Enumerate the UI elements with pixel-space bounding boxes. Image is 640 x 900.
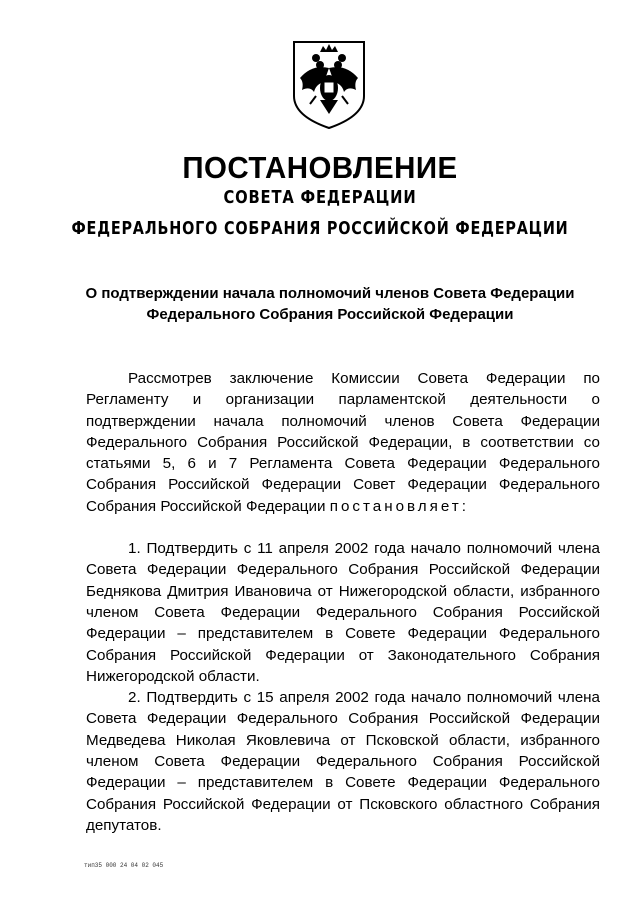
- document-subtitle-line1: СОВЕТА ФЕДЕРАЦИИ: [223, 187, 417, 208]
- subject-line2: Федерального Собрания Российской Федерации: [146, 306, 514, 323]
- document-body: [86, 368, 600, 836]
- preamble-paragraph: [86, 368, 600, 517]
- resolution-item-1: 1. Подтвердить с 11 апреля 2002 года начало полномочий члена Совета Федерации Федерального Собрания Российской Федерации Беднякова Дмитрия Ивановича от Нижегородской области, избранного членом Совета Федерации Федерального Собрания Российской Федерации – представителем в Совете Федерации Федерального Собрания Российской Федерации от Законодательного Собрания Нижегородской области.: [86, 540, 600, 685]
- document-title: ПОСТАНОВЛЕНИЕ: [182, 150, 458, 185]
- subject-line1: О подтверждении начала полномочий членов Совета Федерации: [85, 285, 575, 302]
- print-code: тип35 000 24 04 02 045: [84, 862, 164, 869]
- preamble-text: Рассмотрев заключение Комиссии Совета Федерации по Регламенту и организации парламентской деятельности о подтверждении начала полномочий членов Совета Федерации Федерального Собрания Российской Федерации, в соответствии со статьями 5, 6 и 7 Регламента Совета Федерации Федерального Собрания Российской Федерации Совет Федерации Федерального Собрания Российской Федерации: [86, 370, 600, 515]
- decree-word: постановляет:: [329, 497, 469, 515]
- resolution-item-2: 2. Подтвердить с 15 апреля 2002 года начало полномочий члена Совета Федерации Федерального Собрания Российской Федерации Медведева Николая Яковлевича от Псковской области, избранного членом Совета Федерации Федерального Собрания Российской Федерации – представителем в Совете Федерации Федерального Собрания Российской Федерации от Псковского областного Собрания депутатов.: [86, 689, 600, 834]
- coat-of-arms-icon: [290, 38, 368, 130]
- document-subject: [60, 283, 600, 325]
- document-subtitle-line2: ФЕДЕРАЛЬНОГО СОБРАНИЯ РОССИЙСКОЙ ФЕДЕРАЦИИ: [71, 218, 569, 239]
